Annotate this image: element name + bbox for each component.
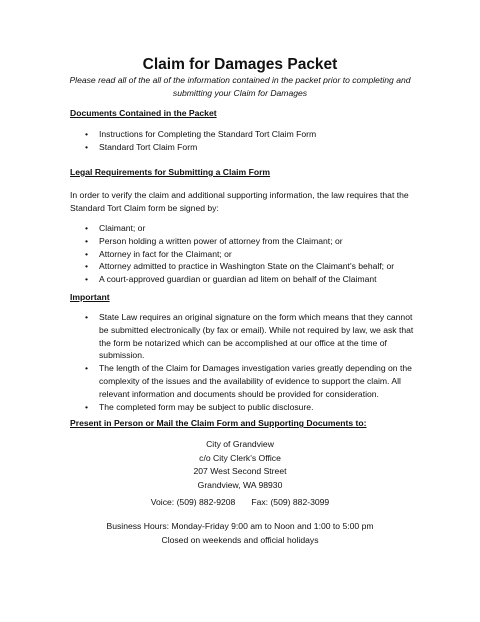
important-list	[70, 311, 420, 413]
voice-number: Voice: (509) 882-9208	[150, 497, 236, 507]
bullet-icon: •	[85, 401, 89, 412]
closed-line: Closed on weekends and official holidays	[161, 534, 319, 545]
mailing-address	[0, 438, 480, 492]
page-subtitle: Please read all of the all of the information contained in the packet prior to completing and submitting your Claim for Damages	[69, 75, 411, 98]
address-line: c/o City Clerk's Office	[199, 452, 281, 463]
list-item: • Claimant; or	[85, 223, 146, 233]
bullet-icon: •	[85, 223, 89, 233]
legal-list	[70, 222, 420, 286]
fax-number: Fax: (509) 882-3099	[251, 497, 330, 507]
bullet-icon: •	[85, 129, 89, 139]
bullet-icon: •	[85, 261, 89, 272]
list-item: • Person holding a written power of attorney from the Claimant; or	[85, 235, 343, 246]
documents-list	[70, 128, 420, 154]
address-line: Grandview, WA 98930	[197, 479, 283, 490]
bullet-icon: •	[85, 248, 89, 259]
bullet-icon: •	[85, 363, 89, 374]
important-heading: Important	[70, 292, 110, 302]
address-line: City of Grandview	[206, 439, 274, 449]
page-title: Claim for Damages Packet	[142, 56, 338, 73]
documents-heading: Documents Contained in the Packet	[70, 108, 217, 118]
list-item: • Attorney admitted to practice in Washington State on the Claimant's behalf; or	[85, 261, 395, 272]
legal-intro: In order to verify the claim and additional supporting information, the law requires that the Standard Tort Claim form be signed by:	[70, 190, 409, 213]
list-item: • Standard Tort Claim Form	[85, 141, 198, 152]
list-item: • The completed form may be subject to public disclosure.	[85, 401, 314, 412]
list-item: • Instructions for Completing the Standard Tort Claim Form	[85, 129, 317, 139]
bullet-icon: •	[85, 235, 89, 246]
bullet-icon: •	[85, 141, 89, 152]
address-line: 207 West Second Street	[193, 466, 287, 477]
contact-line	[0, 496, 480, 510]
list-item: • A court-approved guardian or guardian ad litem on behalf of the Claimant	[85, 274, 377, 285]
list-item: • Attorney in fact for the Claimant; or	[85, 248, 232, 259]
hours-line: Business Hours: Monday-Friday 9:00 am to Noon and 1:00 to 5:00 pm	[106, 521, 374, 531]
bullet-icon: •	[85, 312, 89, 322]
legal-heading: Legal Requirements for Submitting a Claim Form	[70, 167, 271, 177]
bullet-icon: •	[85, 274, 89, 285]
list-item: • State Law requires an original signature on the form which means that they cannot be submitted electronically (by fax or email). While not required by law, we ask that the form be notarized which can be accomplished at our office at the time of submission.	[85, 312, 414, 361]
list-item: • The length of the Claim for Damages investigation varies greatly depending on the complexity of the issues and the availability of evidence to support the claim. All relevant information and documents should be provided for consideration.	[85, 363, 412, 399]
business-hours	[0, 520, 480, 547]
mail-heading: Present in Person or Mail the Claim Form and Supporting Documents to:	[70, 418, 367, 428]
